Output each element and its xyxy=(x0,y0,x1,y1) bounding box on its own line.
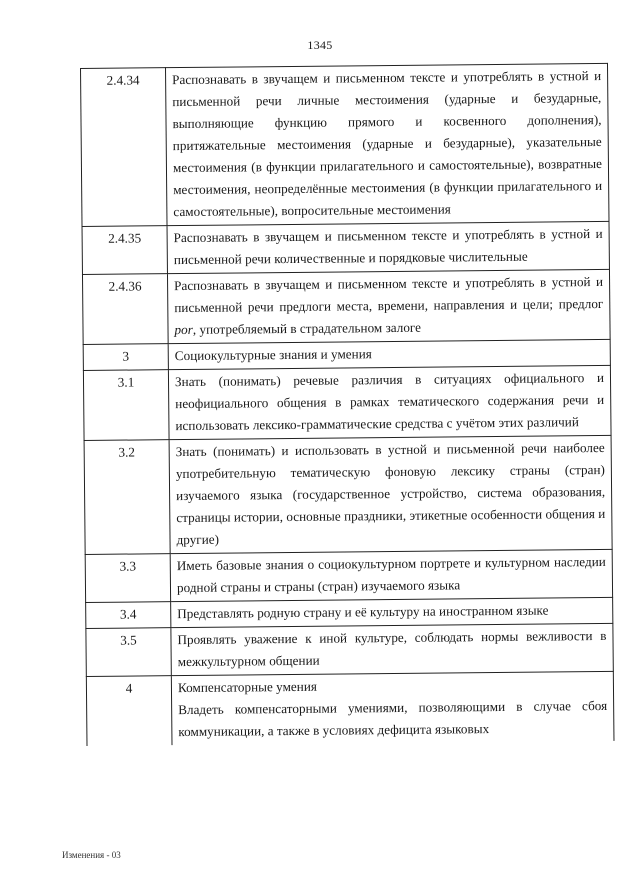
row-text: Иметь базовые знания о социокультурном портрете и культурном наследии родной страны и страны (стран) изучаемого языка xyxy=(170,549,612,601)
table-row xyxy=(82,221,609,274)
row-text-part: Владеть компенсаторными умениями, позволяющими в случае сбоя коммуникации, а также в условиях дефицита языковых xyxy=(178,697,608,740)
row-code: 2.4.34 xyxy=(81,68,168,227)
row-text: Социокультурные знания и умения xyxy=(168,339,610,369)
table-row xyxy=(82,269,610,344)
row-code: 2.4.36 xyxy=(82,274,168,345)
row-text-part: , употребляемый в страдательном залоге xyxy=(192,319,422,337)
row-text xyxy=(167,269,610,343)
row-code: 4 xyxy=(86,676,172,746)
row-code: 3.1 xyxy=(83,370,169,441)
table-row xyxy=(86,671,614,746)
requirements-table xyxy=(80,63,614,746)
row-code: 3.3 xyxy=(85,554,170,603)
row-text: Распознавать в звучащем и письменном тексте и употреблять в устной и письменной речи личные местоимения (ударные и безударные, выполняющие функцию прямого и косвенного дополнения), притяжательные местоимения (ударные и безударные), указательные местоимения (в функции прилагательного и самостоятельные), возвратные местоимения, неопределённые местоимения (в функции прилагательного и самостоятельные), вопросительные местоимения xyxy=(166,63,609,225)
table-row xyxy=(83,365,611,440)
row-text: Знать (понимать) речевые различия в ситуациях официального и неофициального общения в рамках тематического содержания речи и использовать лексико-грамматические средства с учётом этих различий xyxy=(168,365,611,439)
row-text: Распознавать в звучащем и письменном тексте и употреблять в устной и письменной речи количественные и порядковые числительные xyxy=(167,221,609,273)
row-code: 3.5 xyxy=(86,628,171,677)
row-code: 3 xyxy=(83,344,168,371)
row-heading: Компенсаторные умения xyxy=(177,678,317,696)
row-text: Проявлять уважение к иной культуре, соблюдать нормы вежливости в межкультурном общении xyxy=(171,623,613,675)
table-row xyxy=(85,549,612,602)
row-text xyxy=(171,671,614,745)
table-row xyxy=(81,63,609,226)
italic-term: por xyxy=(174,321,193,338)
table-row xyxy=(84,435,612,554)
row-code: 2.4.35 xyxy=(82,226,167,275)
table-row xyxy=(86,623,613,676)
row-code: 3.4 xyxy=(86,602,171,629)
page-footer: Изменения - 03 xyxy=(62,850,121,860)
row-text-part: Распознавать в звучащем и письменном тексте и употреблять в устной и письменной речи предлоги места, времени, направления и цели; предлог xyxy=(174,273,604,316)
row-code: 3.2 xyxy=(84,440,170,555)
page-number: 1345 xyxy=(307,38,333,52)
row-text: Представлять родную страну и её культуру на иностранном языке xyxy=(171,597,613,627)
row-text: Знать (понимать) и использовать в устной и письменной речи наиболее употребительную тематическую фоновую лексику страны (стран) изучаемого языка (государственное устройство, система образования, страницы истории, основные праздники, этикетные особенности общения и другие) xyxy=(169,435,612,553)
